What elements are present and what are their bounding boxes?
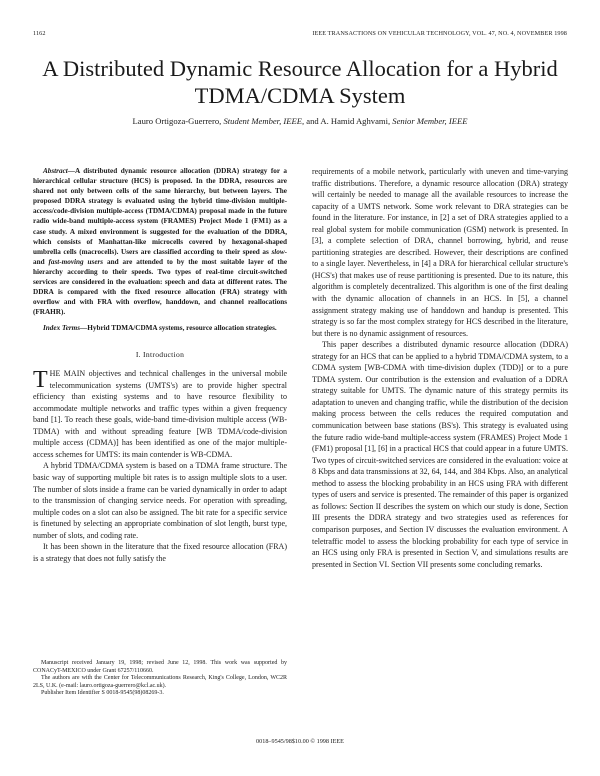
author-2-role: Senior Member, IEEE — [392, 116, 468, 126]
abstract: Abstract—A distributed dynamic resource allocation (DDRA) strategy for a hierarchical cellular structure (HCS) is proposed. In the DDRA, resources are shared not only between cells of the same hierarchy, but between layers. The proposed DDRA strategy is evaluated using the hybrid time-division multiple-access/code-division multiple-access (TDMA/CDMA) proposal made in the future radio wide-band multiple-access system (FRAMES) Project Mode 1 (FM1) as a case study. A mixed environment is suggested for the evaluation of the DDRA, which consists of Manhattan-like microcells covered by hexagonal-shaped umbrella cells (macrocells). Users are classified according to their speed as slow- and fast-moving users and are attended to by the most suitable layer of the hierarchy according to their speeds. Two types of real-time circuit-switched services are considered in the evaluation: speech and data at different rates. The DDRA is compared with the fixed resource allocation (FRA) strategy with overflow and with FRA with overflow, handdown, and channel reallocations (FRAHR). — [33, 167, 288, 317]
section-heading-introduction: I. Introduction — [135, 349, 185, 359]
abstract-label: Abstract— — [43, 167, 75, 175]
journal-header: IEEE TRANSACTIONS ON VEHICULAR TECHNOLOGY, VOL. 47, NO. 4, NOVEMBER 1998 — [312, 30, 567, 37]
author-conjunction: and — [306, 116, 319, 126]
index-terms-label: Index Terms— — [43, 324, 88, 333]
author-1-role: Student Member, IEEE, — [223, 116, 305, 126]
footnote-identifier: Publisher Item Identifier S 0018-9545(98)08269-3. — [41, 690, 164, 697]
intro-paragraph-1: THE MAIN objectives and technical challenges in the universal mobile telecommunication systems (UMTS's) are to provide higher spectral efficiency than existing systems and to have resource flexibility to accommodate multiple networks and traffic types within a given frequency band [1]. To reach these goals, wide-band time-division multiple access (WB-TDMA) with and without spreading feature [WB TDMA/code-division multiple access (CDMA)] has been identified as one of the major multiple-access schemes for UMTS: its main contender is WB-CDMA. — [33, 367, 287, 459]
index-terms: Index Terms—Hybrid TDMA/CDMA systems, resource allocation strategies. — [43, 324, 277, 333]
paper-title: A Distributed Dynamic Resource Allocation for a Hybrid TDMA/CDMA System — [42, 56, 558, 108]
left-column — [33, 166, 287, 564]
author-1-name: Lauro Ortigoza-Guerrero, — [132, 116, 222, 126]
copyright-line: 0018–9545/98$10.00 © 1998 IEEE — [256, 738, 344, 745]
author-line — [20, 116, 580, 126]
footnote-affiliation: The authors are with the Center for Telecommunications Research, King's College, London, WC2R 2LS, U.K. (e-mail: lauro.ortigoza-guerrero@kcl.ac.uk). — [33, 675, 287, 689]
footnote-received: Manuscript received January 19, 1998; revised June 12, 1998. This work was supported by CONACyT-MEXICO under Grant 67257/110660. — [33, 660, 287, 674]
running-head — [33, 30, 567, 40]
right-column — [312, 166, 568, 570]
intro-paragraph-2: A hybrid TDMA/CDMA system is based on a TDMA frame structure. The basic way of supporting multiple bit rates is to assign multiple slots to a user. The number of slots inside a frame can be varied dynamically in order to adapt to the transmission of changing service needs. For operation with spreading, multiple codes on a slot can also be assigned. The bit rate for a specific service is finetuned by selecting an appropriate combination of slot length, burst type, number of slots, and coding rate. — [33, 461, 287, 540]
author-2-name: A. Hamid Aghvami, — [320, 116, 391, 126]
footnote — [33, 660, 287, 698]
page-number: 1162 — [33, 30, 46, 37]
body-paragraph-contribution: This paper describes a distributed dynamic resource allocation (DDRA) strategy for an HCS that can be applied to a hybrid TDMA/CDMA system, to a CDMA system [WB-CDMA with time-division duplex (TDD)] or to a pure TDMA system. Our contribution is the extension and evaluation of a DDRA strategy suitable for UMTS. The dynamic nature of this strategy permits its adaptation to uneven and changing traffic, while the distribution of the decision making process between the cells reduces the required computation and communication between base stations (BS's). This strategy is evaluated using the future radio wide-band multiple-access system (FRAMES) Project Mode 1 (FM1) proposal [1], [6] in a practical HCS that could appear in a future UMTS. Two types of circuit-switched services are considered in the evaluation: voice at 8 Kbps and data transmissions at 32, 64, 144, and 384 Kbps. Also, an analytical method to assess the blocking probability in an HCS using FRA with different types of users and service is presented. The remainder of this paper is organized as follows: Section II describes the system on which our study is done, Section III presents the DDRA strategy and two strategies used as references for comparison purposes, and Section IV discusses the evaluation environment. A teletraffic model to assess the blocking probability for each type of service in an HCS using only FRA is presented in Section V, and simulations results are presented in Section VI. Section VII presents some concluding remarks. — [312, 340, 569, 569]
drop-cap: T — [33, 367, 48, 394]
body-paragraph-continued: requirements of a mobile network, particularly with uneven and time-varying traffic distributions. Therefore, a dynamic resource allocation (DRA) strategy will certainly be needed to manage all the available resources to increase the capacity of a UMTS network. Some work relevant to DRA strategies can be found in the literature. For instance, in [2] a set of DRA strategies applied to a real global system for mobile communication (GSM) network is presented. In [3], a complete selection of DRA, channel borrowing, hybrid, and reuse partitioning strategies are described. However, their descriptions are confined to a single layer. Nevertheless, in [4] a DRA for hierarchical cellular structure's (HCS's) that makes use of reuse partitioning is presented. Due to its nature, this algorithm is completely decentralized. This algorithm is one of the first dealing with the dynamic allocation of channels in an HCS. In [5], a channel assignment strategy making use of handdown and handup is presented. This strategy is so far the most complex strategy for HCS described in the literature, but there is no dynamic assignment of resources. — [312, 167, 568, 338]
intro-paragraph-3: It has been shown in the literature that the fixed resource allocation (FRA) is a strategy that does not fully satisfy the — [33, 542, 287, 563]
